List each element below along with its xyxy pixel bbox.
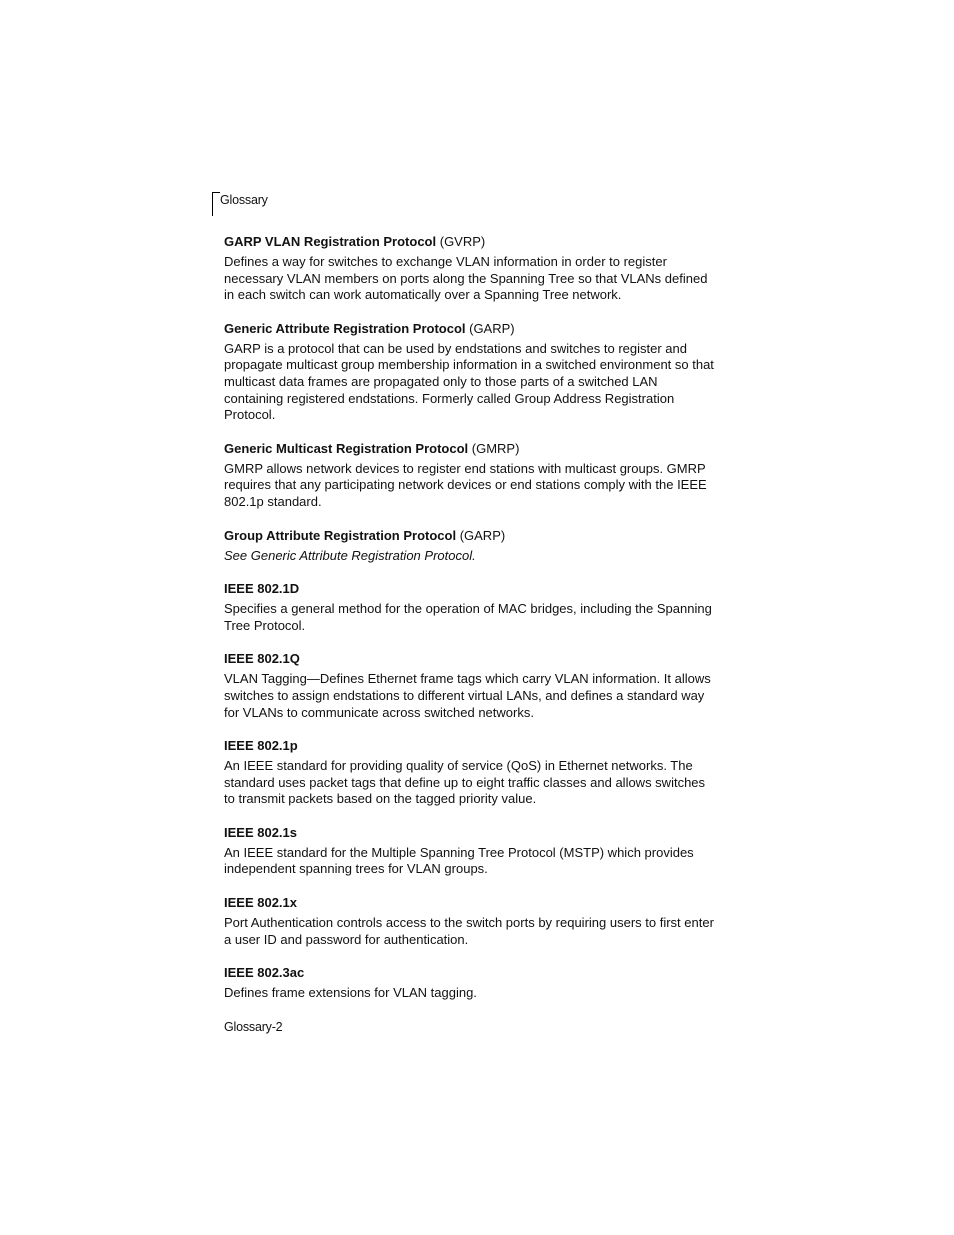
glossary-list <box>224 234 719 1019</box>
term-abbreviation: (GMRP) <box>468 440 520 456</box>
term-name: Group Attribute Registration Protocol <box>224 527 457 543</box>
header-rule-tick <box>212 192 220 193</box>
entry-term <box>224 528 719 544</box>
glossary-entry-garp <box>224 321 719 424</box>
glossary-entry-ieee-802-1x <box>224 895 719 948</box>
term-abbreviation: (GARP) <box>465 320 515 336</box>
entry-definition: VLAN Tagging—Defines Ethernet frame tags which carry VLAN information. It allows switches to assign endstations to different virtual LANs, and defines a standard way for VLANs to communicate across switched networks. <box>224 671 711 720</box>
term-name: Generic Multicast Registration Protocol <box>224 440 469 456</box>
running-header: Glossary <box>220 193 268 207</box>
glossary-entry-ieee-802-3ac <box>224 965 719 1002</box>
term-name: IEEE 802.1Q <box>224 651 300 667</box>
entry-definition: Specifies a general method for the operation of MAC bridges, including the Spanning Tree Protocol. <box>224 601 712 633</box>
term-name: IEEE 802.1s <box>224 824 297 840</box>
glossary-entry-group-garp <box>224 528 719 565</box>
entry-cross-reference: See Generic Attribute Registration Protocol. <box>224 547 476 563</box>
entry-definition: GARP is a protocol that can be used by endstations and switches to register and propagate multicast group membership information in a switched environment so that multicast data frames are propagated only to those parts of a switched LAN containing registered endstations. Formerly called Group Address Registration Protocol. <box>224 340 714 423</box>
term-name: IEEE 802.1x <box>224 895 297 911</box>
entry-term <box>224 825 719 841</box>
term-abbreviation: (GARP) <box>456 527 506 543</box>
entry-definition: GMRP allows network devices to register end stations with multicast groups. GMRP requires that any participating network devices or end stations comply with the IEEE 802.1p standard. <box>224 460 707 509</box>
entry-term <box>224 651 719 667</box>
page-number: Glossary-2 <box>224 1020 283 1034</box>
entry-definition: An IEEE standard for the Multiple Spanning Tree Protocol (MSTP) which provides independent spanning trees for VLAN groups. <box>224 844 694 877</box>
entry-term <box>224 895 719 911</box>
entry-definition: Port Authentication controls access to the switch ports by requiring users to first enter a user ID and password for authentication. <box>224 915 714 947</box>
glossary-entry-ieee-802-1q <box>224 651 719 721</box>
glossary-entry-gmrp <box>224 441 719 511</box>
term-abbreviation: (GVRP) <box>436 234 486 249</box>
entry-term <box>224 581 719 597</box>
entry-term <box>224 321 719 337</box>
glossary-entry-ieee-802-1p <box>224 738 719 808</box>
entry-definition: Defines a way for switches to exchange VLAN information in order to register necessary VLAN members on ports along the Spanning Tree so that VLANs defined in each switch can work automatically over a Spanning Tree network. <box>224 254 708 303</box>
header-rule <box>212 192 213 216</box>
entry-term <box>224 738 719 754</box>
entry-definition: An IEEE standard for providing quality of service (QoS) in Ethernet networks. The standard uses packet tags that define up to eight traffic classes and allows switches to transmit packets based on the tagged priority value. <box>224 758 706 807</box>
glossary-entry-gvrp <box>224 234 719 304</box>
term-name: IEEE 802.1p <box>224 738 298 754</box>
entry-definition: Defines frame extensions for VLAN tagging. <box>224 985 477 1001</box>
entry-term <box>224 441 719 457</box>
glossary-entry-ieee-802-1s <box>224 825 719 878</box>
entry-term <box>224 965 719 981</box>
term-name: Generic Attribute Registration Protocol <box>224 320 466 336</box>
term-name: IEEE 802.3ac <box>224 965 305 981</box>
term-name: IEEE 802.1D <box>224 581 300 597</box>
term-name: GARP VLAN Registration Protocol <box>224 234 437 249</box>
entry-term <box>224 234 719 250</box>
glossary-entry-ieee-802-1d <box>224 581 719 634</box>
